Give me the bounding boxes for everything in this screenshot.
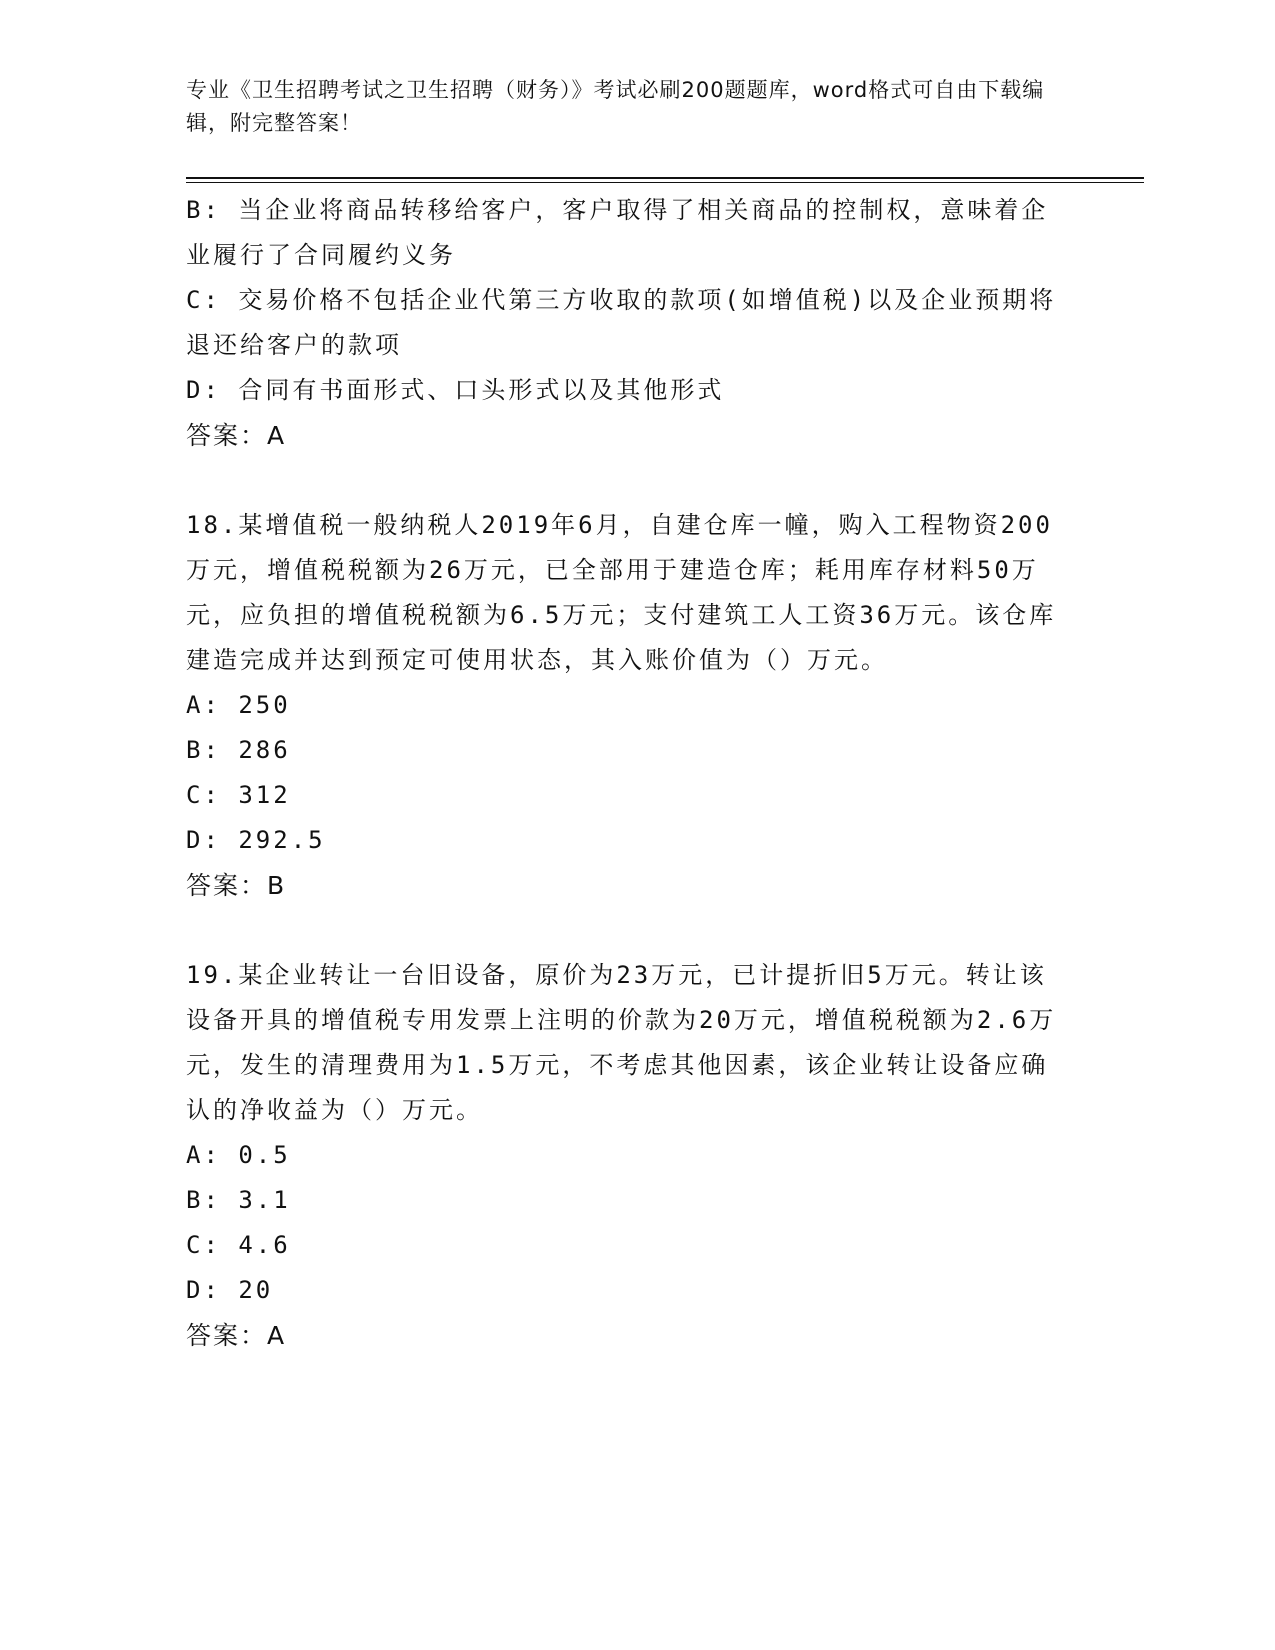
question-stem [186,503,1066,683]
option-label: C: [186,286,221,314]
option-text: 交易价格不包括企业代第三方收取的款项(如增值税)以及企业预期将退还给客户的款项 [186,286,1057,359]
question-text: 某企业转让一台旧设备，原价为23万元，已计提折旧5万元。转让该设备开具的增值税专用发票上注明的价款为20万元，增值税税额为2.6万元，发生的清理费用为1.5万元，不考虑其他因素，该企业转让设备应确认的净收益为（）万元。 [186,961,1057,1124]
option-text: 合同有书面形式、口头形式以及其他形式 [238,376,725,404]
option-a [186,683,1066,728]
question-number: 19. [186,961,239,989]
option-b [186,728,1066,773]
option-b [186,1178,1066,1223]
document-header [186,74,1066,140]
question-content [186,188,1066,1358]
previous-question-tail [186,188,1066,458]
header-title: 专业《卫生招聘考试之卫生招聘（财务）》考试必刷200题题库，word格式可自由下载编辑，附完整答案！ [186,78,1045,135]
header-divider-thick [186,177,1144,179]
option-label: B: [186,1186,221,1214]
option-text: 0.5 [238,1141,291,1169]
option-text: 20 [238,1276,274,1304]
option-d [186,1268,1066,1313]
option-text: 当企业将商品转移给客户，客户取得了相关商品的控制权，意味着企业履行了合同履约义务 [186,196,1049,269]
spacer [186,908,1066,953]
option-text: 286 [238,736,291,764]
option-label: B: [186,196,221,224]
question-stem [186,953,1066,1133]
option-c [186,278,1066,368]
option-text: 4.6 [238,1231,291,1259]
option-label: B: [186,736,221,764]
option-label: C: [186,1231,221,1259]
answer-line: 答案：B [186,871,287,900]
option-text: 3.1 [238,1186,291,1214]
option-label: D: [186,376,221,404]
question-18 [186,503,1066,908]
question-number: 18. [186,511,239,539]
option-label: D: [186,1276,221,1304]
header-divider-thin [186,182,1144,183]
option-label: C: [186,781,221,809]
option-text: 250 [238,691,291,719]
spacer [186,458,1066,503]
option-d [186,368,1066,413]
option-text: 292.5 [238,826,326,854]
question-19 [186,953,1066,1358]
option-b [186,188,1066,278]
question-text: 某增值税一般纳税人2019年6月，自建仓库一幢，购入工程物资200万元，增值税税额为26万元，已全部用于建造仓库；耗用库存材料50万元，应负担的增值税税额为6.5万元；支付建筑工人工资36万元。该仓库建造完成并达到预定可使用状态，其入账价值为（）万元。 [186,511,1057,674]
option-c [186,1223,1066,1268]
option-label: D: [186,826,221,854]
option-a [186,1133,1066,1178]
option-text: 312 [238,781,291,809]
option-label: A: [186,691,221,719]
answer-line: 答案：A [186,1321,287,1350]
option-d [186,818,1066,863]
option-c [186,773,1066,818]
option-label: A: [186,1141,221,1169]
answer-line: 答案：A [186,421,287,450]
